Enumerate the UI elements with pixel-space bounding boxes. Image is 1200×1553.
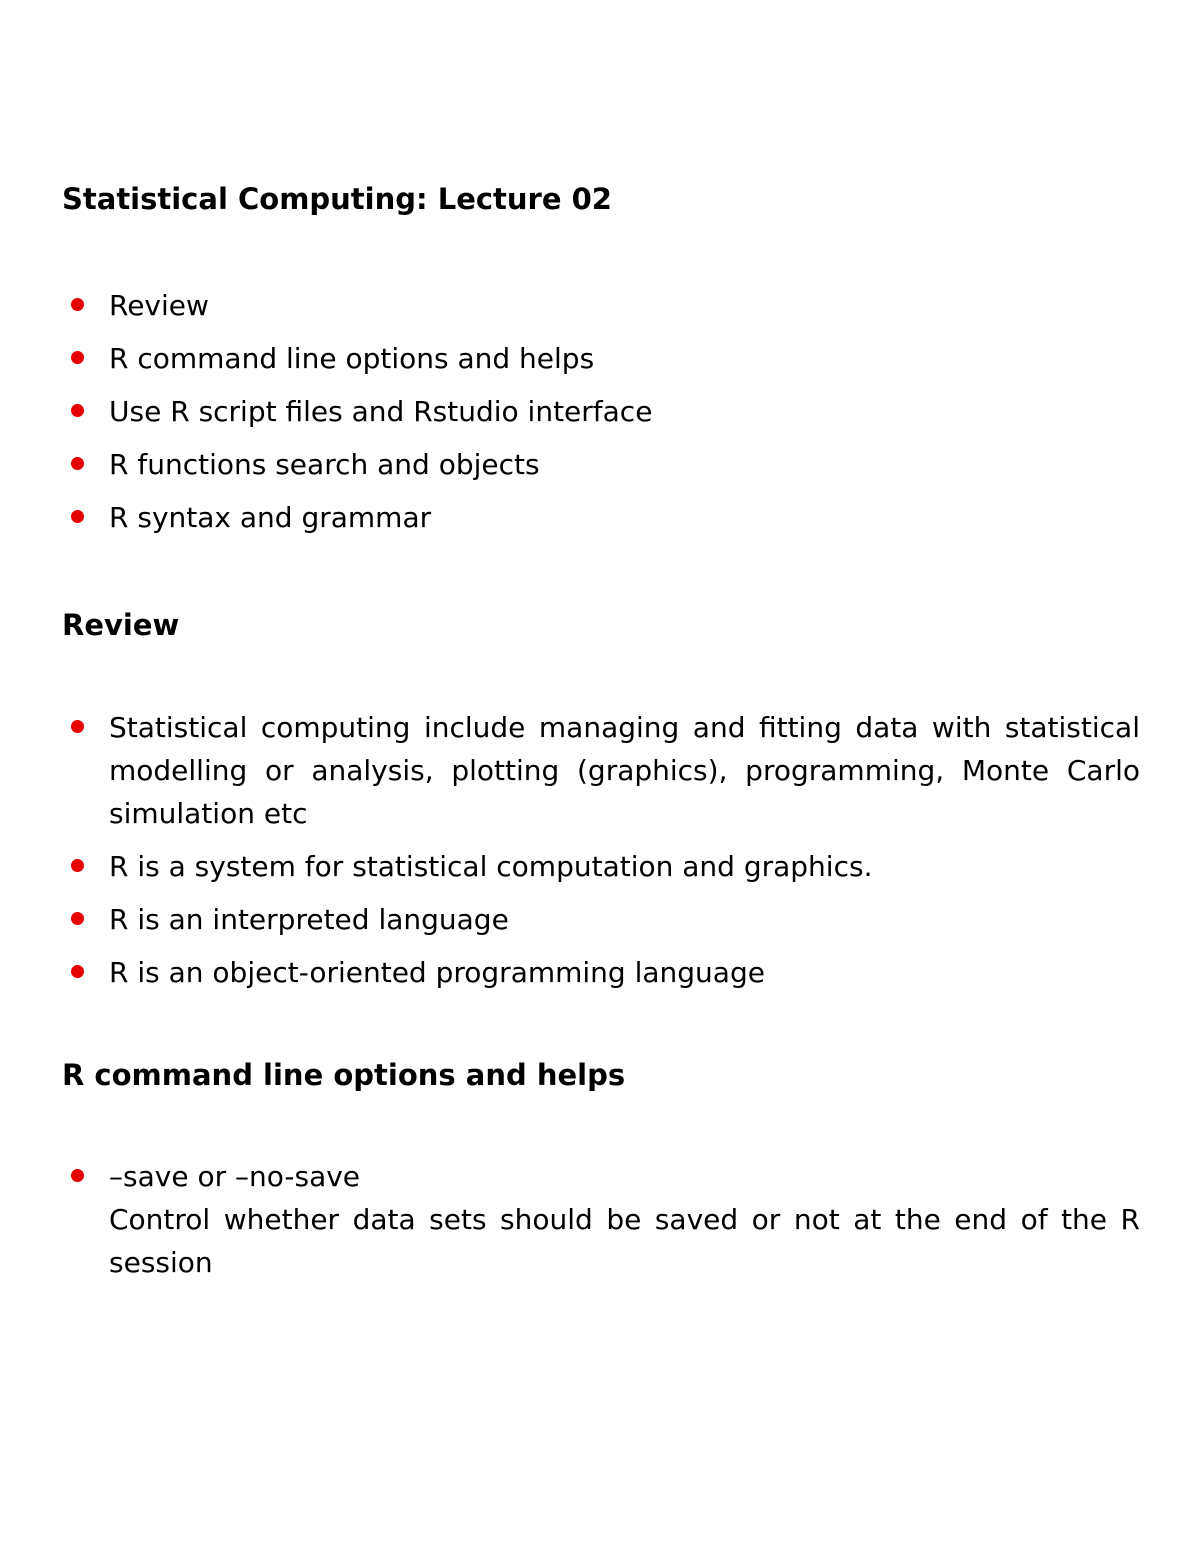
list-item-text: Use R script files and Rstudio interface bbox=[109, 395, 653, 428]
list-item bbox=[0, 845, 1200, 888]
list-item bbox=[0, 496, 1200, 539]
list-item-text: Review bbox=[109, 289, 209, 322]
list-item bbox=[0, 706, 1200, 835]
bullet-dot-icon bbox=[71, 720, 84, 733]
list-item-text: R syntax and grammar bbox=[109, 501, 432, 534]
list-item bbox=[0, 1155, 1200, 1284]
list-item-detail: Control whether data sets should be saved or not at the end of the R session bbox=[109, 1203, 1140, 1279]
list-item bbox=[0, 951, 1200, 994]
list-item-text: R command line options and helps bbox=[109, 342, 595, 375]
section-heading-review: Review bbox=[62, 608, 180, 642]
lecture-title: Statistical Computing: Lecture 02 bbox=[62, 182, 612, 216]
bullet-dot-icon bbox=[71, 351, 84, 364]
bullet-dot-icon bbox=[71, 510, 84, 523]
review-list bbox=[0, 706, 1200, 994]
list-item-text: R is an object-oriented programming language bbox=[109, 956, 765, 989]
list-item bbox=[0, 443, 1200, 486]
bullet-dot-icon bbox=[71, 965, 84, 978]
list-item bbox=[0, 898, 1200, 941]
list-item-text: Statistical computing include managing and fitting data with statistical modelling or analysis, plotting (graphics), programming, Monte Carlo simulation etc bbox=[109, 711, 1140, 830]
section-heading-command-line: R command line options and helps bbox=[62, 1058, 626, 1092]
bullet-dot-icon bbox=[71, 859, 84, 872]
bullet-dot-icon bbox=[71, 912, 84, 925]
list-item-text: R functions search and objects bbox=[109, 448, 540, 481]
bullet-dot-icon bbox=[71, 298, 84, 311]
list-item-text: R is an interpreted language bbox=[109, 903, 509, 936]
list-item-text: –save or –no-save bbox=[109, 1160, 361, 1193]
list-item-text: R is a system for statistical computation and graphics. bbox=[109, 850, 873, 883]
command-line-list bbox=[0, 1155, 1200, 1284]
list-item bbox=[0, 284, 1200, 327]
bullet-dot-icon bbox=[71, 457, 84, 470]
list-item bbox=[0, 390, 1200, 433]
bullet-dot-icon bbox=[71, 404, 84, 417]
outline-list bbox=[0, 284, 1200, 539]
bullet-dot-icon bbox=[71, 1169, 84, 1182]
list-item bbox=[0, 337, 1200, 380]
